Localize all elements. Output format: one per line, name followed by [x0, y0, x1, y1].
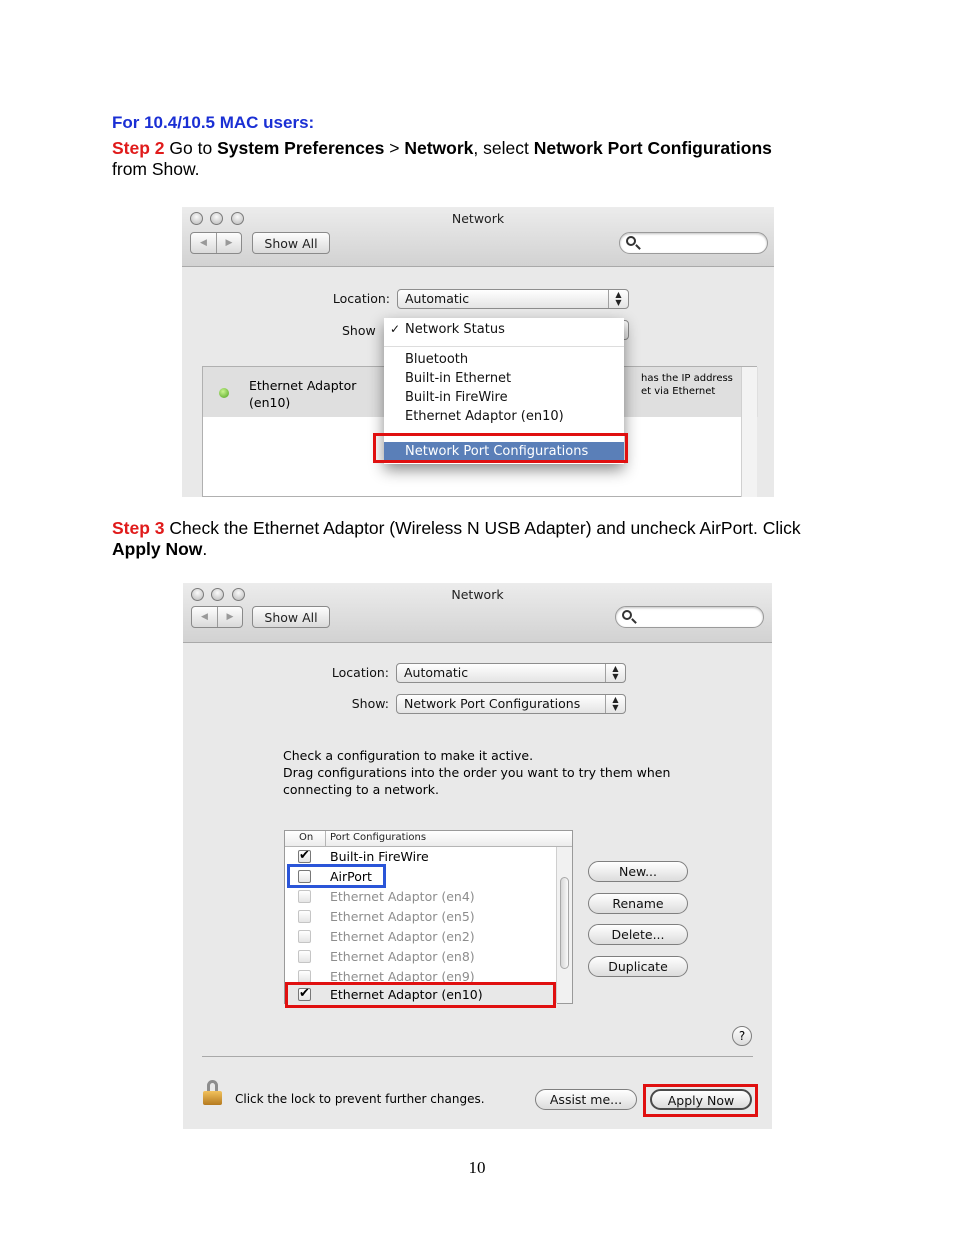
search-icon: [622, 610, 632, 620]
location-popup[interactable]: [397, 289, 629, 309]
network-window-port-configs: [183, 583, 772, 1129]
list-header: [285, 831, 572, 847]
show-popup[interactable]: [396, 694, 626, 714]
row-checkbox[interactable]: ✔: [299, 986, 310, 1001]
location-label: Location:: [331, 665, 389, 680]
step-2-system-preferences: System Preferences: [217, 138, 385, 158]
column-on[interactable]: On: [299, 832, 314, 843]
highlight-box-npc: [373, 433, 628, 463]
status-line-1: has the IP address: [641, 373, 733, 384]
show-all-button[interactable]: Show All: [252, 232, 330, 254]
lock-icon[interactable]: [203, 1080, 223, 1108]
section-heading: For 10.4/10.5 MAC users:: [112, 113, 315, 132]
forward-arrow-icon[interactable]: ▶: [216, 233, 241, 253]
page-number: 10: [468, 1158, 486, 1177]
step-2-paragraph: [112, 138, 832, 180]
row-name: AirPort: [330, 869, 372, 884]
instruction-line-3: connecting to a network.: [283, 782, 440, 797]
delete-button[interactable]: Delete...: [588, 924, 688, 945]
menu-separator: [384, 346, 624, 347]
search-field[interactable]: [619, 232, 768, 254]
show-label: Show: [342, 323, 376, 338]
back-arrow-icon[interactable]: ◀: [201, 612, 208, 622]
instruction-line-2: Drag configurations into the order you want to try them when: [283, 765, 671, 780]
step-2-text-3: , select: [473, 138, 534, 158]
step-2-number: Step 2: [112, 138, 165, 158]
step-2-text-1: Go to: [164, 138, 218, 158]
apply-now-button[interactable]: Apply Now: [650, 1089, 752, 1110]
scrollbar-thumb[interactable]: [560, 877, 569, 969]
back-forward-buttons[interactable]: [191, 606, 243, 628]
window-title: Network: [451, 211, 505, 226]
list-row[interactable]: [285, 907, 557, 927]
divider: [202, 1056, 753, 1057]
menu-item-network-port-configurations[interactable]: Network Port Configurations: [384, 442, 624, 462]
row-checkbox[interactable]: [298, 890, 311, 903]
duplicate-button[interactable]: Duplicate: [588, 956, 688, 977]
location-value: Automatic: [405, 291, 470, 306]
step-3-apply-now: Apply Now: [112, 539, 203, 559]
row-name: Ethernet Adaptor (en8): [330, 949, 475, 964]
menu-item-built-in-ethernet[interactable]: Built-in Ethernet: [405, 371, 512, 386]
location-popup[interactable]: [396, 663, 626, 683]
assist-me-button[interactable]: Assist me...: [535, 1089, 637, 1110]
lock-body: [203, 1091, 222, 1105]
updown-arrows-icon: ▲ ▼: [605, 664, 625, 682]
step-2-text-2: >: [384, 138, 405, 158]
list-row[interactable]: [285, 927, 557, 947]
row-name: Ethernet Adaptor (en10): [330, 987, 483, 1002]
menu-item-built-in-firewire[interactable]: Built-in FireWire: [405, 390, 508, 405]
adaptor-id: (en10): [249, 395, 291, 410]
checkmark-icon: ✓: [390, 322, 401, 336]
status-line-2: et via Ethernet: [641, 386, 716, 397]
forward-arrow-icon[interactable]: ▶: [217, 607, 242, 627]
back-arrow-icon[interactable]: ◀: [200, 238, 207, 248]
step-3-paragraph: [112, 518, 832, 560]
menu-item-ethernet-adaptor-en10[interactable]: Ethernet Adaptor (en10): [405, 409, 564, 424]
list-row[interactable]: [285, 887, 557, 907]
status-green-icon: [219, 388, 229, 398]
menu-item-network-status[interactable]: Network Status: [405, 322, 505, 337]
menu-item-bluetooth[interactable]: Bluetooth: [405, 352, 469, 367]
step-3-number: Step 3: [112, 518, 165, 538]
row-name: Built-in FireWire: [330, 849, 429, 864]
lock-text: Click the lock to prevent further changes.: [235, 1092, 485, 1106]
row-name: Ethernet Adaptor (en4): [330, 889, 475, 904]
highlight-box-en10: [285, 982, 556, 1008]
location-label: Location:: [332, 291, 390, 306]
back-forward-buttons[interactable]: [190, 232, 242, 254]
scrollbar[interactable]: [741, 367, 757, 497]
updown-arrows-icon: ▲ ▼: [608, 290, 628, 308]
show-label: Show:: [351, 696, 389, 711]
show-value: Network Port Configurations: [404, 696, 581, 711]
instruction-line-1: Check a configuration to make it active.: [283, 748, 534, 763]
list-scrollbar[interactable]: [556, 847, 572, 1003]
network-window-show-menu: [182, 207, 774, 497]
help-button[interactable]: ?: [732, 1026, 752, 1046]
row-name: Ethernet Adaptor (en2): [330, 929, 475, 944]
row-checkbox[interactable]: ✔: [299, 848, 310, 863]
new-button[interactable]: New...: [588, 861, 688, 882]
highlight-box-airport: [287, 864, 386, 888]
port-configurations-list: [284, 830, 573, 1004]
row-checkbox[interactable]: [298, 910, 311, 923]
search-icon: [626, 236, 636, 246]
location-value: Automatic: [404, 665, 469, 680]
show-all-button[interactable]: Show All: [252, 606, 330, 628]
row-checkbox[interactable]: [298, 930, 311, 943]
rename-button[interactable]: Rename: [588, 893, 688, 914]
window-title: Network: [451, 587, 504, 602]
updown-arrows-icon: ▲ ▼: [605, 695, 625, 713]
column-port-configurations[interactable]: Port Configurations: [325, 831, 426, 846]
step-3-text-1: Check the Ethernet Adaptor (Wireless N USB Adapter) and uncheck AirPort. Click: [164, 518, 801, 538]
highlight-box-apply: [643, 1084, 758, 1117]
search-field[interactable]: [615, 606, 764, 628]
step-2-network: Network: [404, 138, 474, 158]
adaptor-name: Ethernet Adaptor: [249, 378, 357, 393]
step-3-text-2: .: [202, 539, 208, 559]
row-name: Ethernet Adaptor (en9): [330, 969, 475, 984]
step-2-text-4: from Show.: [112, 159, 200, 179]
row-checkbox[interactable]: [298, 950, 311, 963]
row-name: Ethernet Adaptor (en5): [330, 909, 475, 924]
step-2-npc: Network Port Configurations: [533, 138, 772, 158]
list-row[interactable]: [285, 947, 557, 967]
